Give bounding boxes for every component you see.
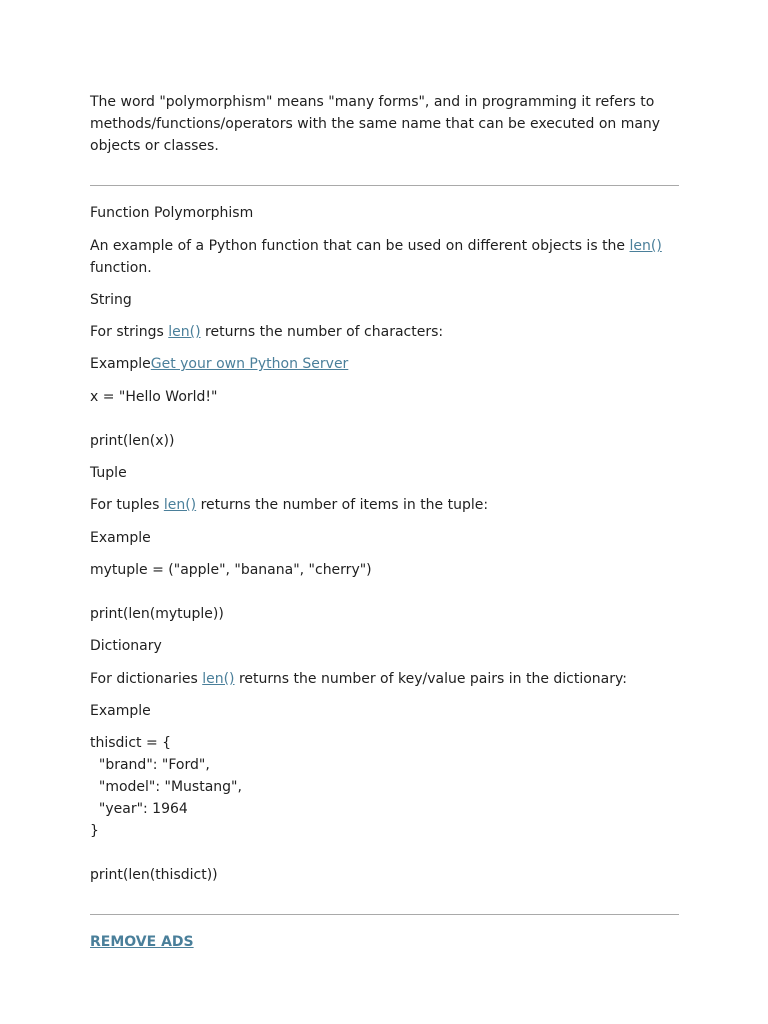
top-divider — [90, 185, 679, 186]
dictionary-description — [90, 668, 679, 690]
dict-example-label: Example — [90, 703, 151, 719]
example-paragraph — [90, 235, 679, 279]
string-example-label: Example — [90, 356, 151, 372]
dict-code-line: "model": "Mustang", — [90, 779, 242, 795]
remove-ads-row — [90, 931, 679, 953]
string-example-row — [90, 353, 679, 375]
string-desc-before: For strings — [90, 324, 169, 340]
string-heading: String — [90, 292, 132, 308]
article-content — [90, 91, 679, 953]
string-desc-after: returns the number of characters: — [200, 324, 444, 340]
dict-code-line: "brand": "Ford", — [90, 757, 210, 773]
dict-code-line: "year": 1964 — [90, 801, 188, 817]
bottom-divider — [90, 914, 679, 915]
string-len-link[interactable]: len() — [168, 324, 201, 340]
dict-code-line: } — [90, 823, 99, 839]
tuple-example-label: Example — [90, 530, 151, 546]
string-code-line-2: print(len(x)) — [90, 433, 175, 449]
tuple-code-line-2: print(len(mytuple)) — [90, 606, 224, 622]
get-python-server-link[interactable]: Get your own Python Server — [150, 356, 349, 372]
string-description — [90, 321, 679, 343]
tuple-desc-after: returns the number of items in the tuple: — [196, 497, 489, 513]
dict-code-print: print(len(thisdict)) — [90, 867, 218, 883]
dict-desc-after: returns the number of key/value pairs in the dictionary: — [234, 671, 627, 687]
intro-paragraph: The word "polymorphism" means "many forms", and in programming it refers to methods/functions/operators with the same name that can be executed on many objects or classes. — [90, 94, 661, 154]
dict-len-link[interactable]: len() — [202, 671, 235, 687]
string-code-line-1: x = "Hello World!" — [90, 389, 218, 405]
tuple-description — [90, 494, 679, 516]
dictionary-heading: Dictionary — [90, 638, 162, 654]
dict-code-block — [90, 732, 679, 842]
tuple-desc-before: For tuples — [90, 497, 164, 513]
section-title: Function Polymorphism — [90, 205, 254, 221]
example-text-after: function. — [90, 260, 152, 276]
tuple-code-line-1: mytuple = ("apple", "banana", "cherry") — [90, 562, 372, 578]
dict-code-line: thisdict = { — [90, 735, 172, 751]
tuple-heading: Tuple — [90, 465, 127, 481]
example-text-before: An example of a Python function that can be used on different objects is the — [90, 238, 630, 254]
tuple-len-link[interactable]: len() — [163, 497, 197, 513]
dict-desc-before: For dictionaries — [90, 671, 203, 687]
len-link[interactable]: len() — [629, 238, 662, 254]
remove-ads-link[interactable]: REMOVE ADS — [90, 934, 194, 950]
